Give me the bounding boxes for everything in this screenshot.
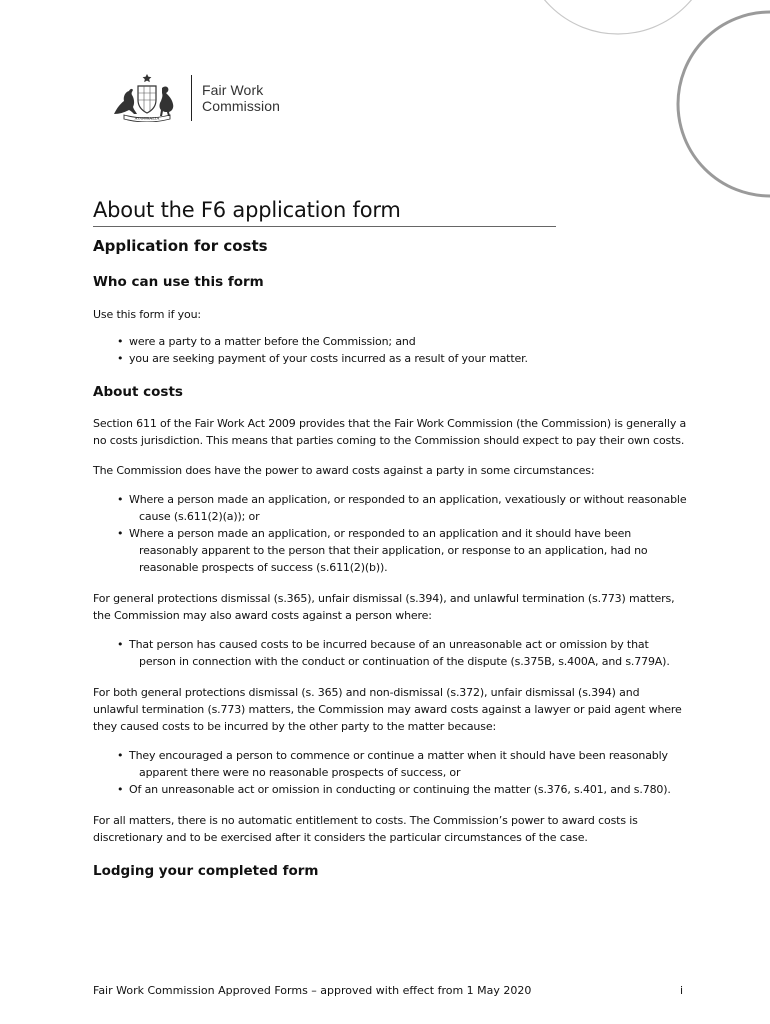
list-item: • Where a person made an application, or responded to an application and it should have been reasonably apparent to the person that their application, or response to an application, had no reasonable prospects of success (s.611(2)(b)). xyxy=(117,527,648,574)
costs-paragraph-4: For both general protections dismissal (s. 365) and non-dismissal (s.372), unfair dismissal (s.394) and unlawful termination (s.773) matters, the Commission may award costs against a lawyer or paid agent where they caused costs to be incurred by the other party to the matter because: xyxy=(93,686,682,733)
logo-line-1: Fair Work xyxy=(202,82,264,98)
list-item: • were a party to a matter before the Commission; and xyxy=(117,335,416,348)
list-item: • They encouraged a person to commence or continue a matter when it should have been reasonably apparent there were no reasonable prospects of success, or xyxy=(117,749,668,779)
list-item: • Of an unreasonable act or omission in conducting or continuing the matter (s.376, s.401, and s.780). xyxy=(117,783,671,796)
list-item: • That person has caused costs to be incurred because of an unreasonable act or omission by that person in connection with the conduct or continuation of the dispute (s.375B, s.400A, and s.779A). xyxy=(117,638,670,668)
coat-of-arms-icon xyxy=(108,72,186,122)
logo-divider xyxy=(191,75,192,121)
crest-ribbon-text: AUSTRALIA xyxy=(134,115,160,121)
page-title: About the F6 application form xyxy=(93,196,556,227)
footer-text: Fair Work Commission Approved Forms – approved with effect from 1 May 2020 xyxy=(93,984,532,997)
who-list xyxy=(93,333,688,367)
section-heading-costs: About costs xyxy=(93,384,183,400)
logo-line-2: Commission xyxy=(202,98,281,114)
page-subtitle: Application for costs xyxy=(93,237,268,255)
costs-paragraph-2: The Commission does have the power to award costs against a party in some circumstances: xyxy=(93,464,595,477)
section-heading-lodging: Lodging your completed form xyxy=(93,863,319,879)
document-body xyxy=(93,196,688,880)
fair-work-commission-logo xyxy=(108,72,308,124)
logo-wordmark xyxy=(202,82,280,114)
costs-paragraph-5: For all matters, there is no automatic entitlement to costs. The Commission’s power to award costs is discretionary and to be exercised after it considers the particular circumstances of the case. xyxy=(93,814,638,844)
costs-paragraph-1: Section 611 of the Fair Work Act 2009 provides that the Fair Work Commission (the Commission) is generally a no costs jurisdiction. This means that parties coming to the Commission should expect to pay their own costs. xyxy=(93,417,687,447)
costs-list-3 xyxy=(93,747,688,798)
costs-list-2 xyxy=(93,636,688,670)
list-item: • Where a person made an application, or responded to an application, vexatiously or without reasonable cause (s.611(2)(a)); or xyxy=(117,493,687,523)
section-heading-who: Who can use this form xyxy=(93,274,264,290)
who-intro: Use this form if you: xyxy=(93,308,201,321)
costs-paragraph-3: For general protections dismissal (s.365), unfair dismissal (s.394), and unlawful termination (s.773) matters, the Commission may also award costs against a person where: xyxy=(93,592,675,622)
page-footer xyxy=(93,984,683,998)
list-item: • you are seeking payment of your costs incurred as a result of your matter. xyxy=(117,352,528,365)
costs-list-1 xyxy=(93,491,688,576)
footer-page-number: i xyxy=(679,984,683,997)
